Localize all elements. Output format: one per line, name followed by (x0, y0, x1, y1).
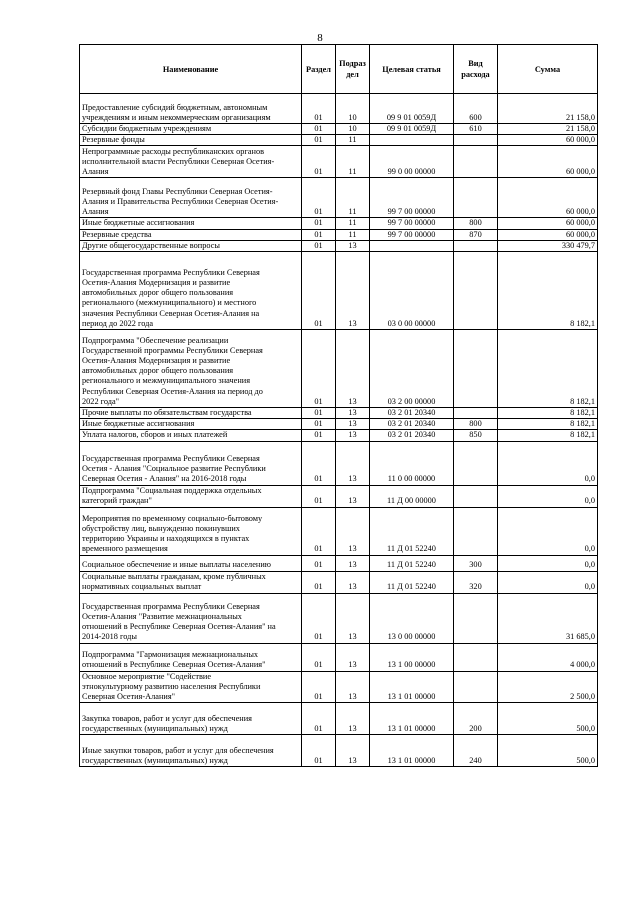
row-subsection-cell: 13 (336, 441, 370, 485)
row-section-cell: 01 (302, 441, 336, 485)
row-kind-cell (454, 252, 498, 330)
row-kind-cell: 800 (454, 218, 498, 229)
row-sum-cell: 500,0 (498, 703, 598, 735)
row-target-cell: 09 9 01 0059Д (370, 94, 454, 124)
table-row (80, 571, 598, 593)
table-row (80, 430, 598, 441)
table-row (80, 643, 598, 671)
row-section-cell: 01 (302, 218, 336, 229)
table-row (80, 593, 598, 643)
row-kind-cell (454, 671, 498, 703)
row-name-cell: Прочие выплаты по обязательствам государства (80, 408, 302, 419)
row-target-cell: 03 2 01 20340 (370, 430, 454, 441)
row-sum-cell: 60 000,0 (498, 218, 598, 229)
row-name-cell: Государственная программа Республики Северная Осетия-Алания "Развитие межнациональных отношений в Республике Северная Осетия-Алания" на 2014-2018 годы (80, 593, 302, 643)
table-row (80, 218, 598, 229)
row-target-cell: 99 7 00 00000 (370, 178, 454, 218)
table-row (80, 555, 598, 571)
row-subsection-cell: 13 (336, 485, 370, 507)
row-section-cell: 01 (302, 124, 336, 135)
row-subsection-cell: 11 (336, 229, 370, 240)
row-sum-cell: 330 479,7 (498, 240, 598, 251)
row-name-cell: Резервные средства (80, 229, 302, 240)
table-row (80, 178, 598, 218)
row-target-cell: 11 Д 00 00000 (370, 485, 454, 507)
row-name-cell: Социальное обеспечение и иные выплаты населению (80, 555, 302, 571)
row-subsection-cell: 11 (336, 146, 370, 178)
row-target-cell: 03 2 01 20340 (370, 419, 454, 430)
row-subsection-cell: 13 (336, 507, 370, 555)
row-kind-cell: 870 (454, 229, 498, 240)
row-subsection-cell: 13 (336, 643, 370, 671)
page-number: 8 (317, 32, 323, 44)
row-sum-cell: 8 182,1 (498, 419, 598, 430)
row-name-cell: Мероприятия по временному социально-бытовому обустройству лиц, вынужденно покинувших территорию Украины и находящихся в пунктах временного размещения (80, 507, 302, 555)
row-subsection-cell: 11 (336, 178, 370, 218)
row-sum-cell: 0,0 (498, 507, 598, 555)
row-sum-cell: 8 182,1 (498, 330, 598, 408)
row-target-cell (370, 135, 454, 146)
header-section: Раздел (302, 45, 336, 94)
row-kind-cell: 800 (454, 419, 498, 430)
row-sum-cell: 8 182,1 (498, 408, 598, 419)
row-name-cell: Подпрограмма "Гармонизация межнациональных отношений в Республике Северная Осетия-Алания" (80, 643, 302, 671)
row-target-cell: 11 Д 01 52240 (370, 555, 454, 571)
row-subsection-cell: 10 (336, 124, 370, 135)
row-kind-cell (454, 146, 498, 178)
row-kind-cell: 600 (454, 94, 498, 124)
row-sum-cell: 0,0 (498, 571, 598, 593)
row-name-cell: Непрограммные расходы республиканских органов исполнительной власти Республики Северная Осетия- Алания (80, 146, 302, 178)
row-name-cell: Закупка товаров, работ и услуг для обеспечения государственных (муниципальных) нужд (80, 703, 302, 735)
table-row (80, 94, 598, 124)
row-kind-cell (454, 643, 498, 671)
table-row (80, 671, 598, 703)
row-sum-cell: 8 182,1 (498, 252, 598, 330)
row-subsection-cell: 11 (336, 135, 370, 146)
row-sum-cell: 8 182,1 (498, 430, 598, 441)
row-kind-cell (454, 593, 498, 643)
row-name-cell: Другие общегосударственные вопросы (80, 240, 302, 251)
row-subsection-cell: 13 (336, 735, 370, 767)
row-name-cell: Резервные фонды (80, 135, 302, 146)
row-section-cell: 01 (302, 555, 336, 571)
table-row (80, 252, 598, 330)
row-name-cell: Предоставление субсидий бюджетным, автономным учреждениям и иным некоммерческим организациям (80, 94, 302, 124)
row-sum-cell: 0,0 (498, 441, 598, 485)
row-kind-cell (454, 408, 498, 419)
row-section-cell: 01 (302, 643, 336, 671)
row-section-cell: 01 (302, 430, 336, 441)
row-sum-cell: 4 000,0 (498, 643, 598, 671)
row-kind-cell (454, 507, 498, 555)
row-name-cell: Основное мероприятие "Содействие этнокультурному развитию населения Республики Северная Осетия-Алания" (80, 671, 302, 703)
row-name-cell: Государственная программа Республики Северная Осетия - Алания "Социальное развитие Республики Северная Осетия - Алания" на 2016-2018 годы (80, 441, 302, 485)
row-sum-cell: 21 158,0 (498, 94, 598, 124)
row-section-cell: 01 (302, 485, 336, 507)
row-subsection-cell: 13 (336, 593, 370, 643)
row-sum-cell: 21 158,0 (498, 124, 598, 135)
row-target-cell: 11 0 00 00000 (370, 441, 454, 485)
table-row (80, 441, 598, 485)
row-target-cell: 11 Д 01 52240 (370, 507, 454, 555)
row-name-cell: Резервный фонд Главы Республики Северная Осетия- Алания и Правительства Республики Северная Осетия- Алания (80, 178, 302, 218)
row-section-cell: 01 (302, 593, 336, 643)
row-section-cell: 01 (302, 507, 336, 555)
row-target-cell: 03 2 01 20340 (370, 408, 454, 419)
row-section-cell: 01 (302, 229, 336, 240)
table-row (80, 507, 598, 555)
table-row (80, 146, 598, 178)
row-name-cell: Подпрограмма "Социальная поддержка отдельных категорий граждан" (80, 485, 302, 507)
row-section-cell: 01 (302, 419, 336, 430)
row-subsection-cell: 13 (336, 330, 370, 408)
row-subsection-cell: 13 (336, 252, 370, 330)
table-row (80, 703, 598, 735)
row-kind-cell (454, 330, 498, 408)
row-name-cell: Подпрограмма "Обеспечение реализации Государственной программы Республики Северная Осетия-Алания Модернизация и развитие автомобильных дорог общего пользования регионального и межмуниципального значения Республики Северная Осетия-Алания на период до 2022 года" (80, 330, 302, 408)
row-subsection-cell: 13 (336, 240, 370, 251)
row-sum-cell: 60 000,0 (498, 178, 598, 218)
row-target-cell: 03 0 00 00000 (370, 252, 454, 330)
row-name-cell: Субсидии бюджетным учреждениям (80, 124, 302, 135)
row-section-cell: 01 (302, 135, 336, 146)
table-row (80, 240, 598, 251)
row-name-cell: Иные закупки товаров, работ и услуг для обеспечения государственных (муниципальных) нужд (80, 735, 302, 767)
table-row (80, 735, 598, 767)
row-name-cell: Государственная программа Республики Северная Осетия-Алания Модернизация и развитие автомобильных дорог общего пользования регионального (межмуниципального) и местного значения Республики Северная Осетия-Алания на период до 2022 года (80, 252, 302, 330)
row-subsection-cell: 13 (336, 430, 370, 441)
row-section-cell: 01 (302, 703, 336, 735)
row-target-cell: 09 9 01 0059Д (370, 124, 454, 135)
row-kind-cell: 240 (454, 735, 498, 767)
row-kind-cell: 850 (454, 430, 498, 441)
table-row (80, 330, 598, 408)
header-sum: Сумма (498, 45, 598, 94)
row-target-cell: 13 1 01 00000 (370, 735, 454, 767)
budget-table (79, 44, 598, 767)
table-header-row (80, 45, 598, 94)
row-target-cell: 13 0 00 00000 (370, 593, 454, 643)
row-section-cell: 01 (302, 671, 336, 703)
row-target-cell: 99 7 00 00000 (370, 218, 454, 229)
row-subsection-cell: 11 (336, 218, 370, 229)
row-sum-cell: 500,0 (498, 735, 598, 767)
table-row (80, 135, 598, 146)
row-target-cell: 99 0 00 00000 (370, 146, 454, 178)
row-target-cell: 13 1 00 00000 (370, 643, 454, 671)
row-target-cell: 03 2 00 00000 (370, 330, 454, 408)
row-section-cell: 01 (302, 178, 336, 218)
table-row (80, 419, 598, 430)
table-row (80, 229, 598, 240)
row-kind-cell (454, 135, 498, 146)
row-name-cell: Иные бюджетные ассигнования (80, 218, 302, 229)
row-target-cell (370, 240, 454, 251)
row-name-cell: Уплата налогов, сборов и иных платежей (80, 430, 302, 441)
row-kind-cell (454, 240, 498, 251)
row-kind-cell (454, 441, 498, 485)
row-subsection-cell: 13 (336, 571, 370, 593)
row-subsection-cell: 13 (336, 408, 370, 419)
row-section-cell: 01 (302, 146, 336, 178)
row-subsection-cell: 13 (336, 671, 370, 703)
row-section-cell: 01 (302, 735, 336, 767)
table-row (80, 485, 598, 507)
row-kind-cell: 200 (454, 703, 498, 735)
header-kind: Вид расхода (454, 45, 498, 94)
row-section-cell: 01 (302, 408, 336, 419)
header-target: Целевая статья (370, 45, 454, 94)
row-name-cell: Иные бюджетные ассигнования (80, 419, 302, 430)
row-subsection-cell: 13 (336, 419, 370, 430)
row-sum-cell: 0,0 (498, 555, 598, 571)
row-section-cell: 01 (302, 252, 336, 330)
table-row (80, 408, 598, 419)
row-kind-cell: 320 (454, 571, 498, 593)
row-section-cell: 01 (302, 571, 336, 593)
row-sum-cell: 31 685,0 (498, 593, 598, 643)
table-body (80, 94, 598, 767)
row-target-cell: 13 1 01 00000 (370, 703, 454, 735)
header-subsection: Подраз дел (336, 45, 370, 94)
row-sum-cell: 60 000,0 (498, 146, 598, 178)
row-section-cell: 01 (302, 94, 336, 124)
row-subsection-cell: 10 (336, 94, 370, 124)
row-sum-cell: 60 000,0 (498, 135, 598, 146)
row-kind-cell (454, 178, 498, 218)
row-subsection-cell: 13 (336, 555, 370, 571)
row-sum-cell: 2 500,0 (498, 671, 598, 703)
row-section-cell: 01 (302, 240, 336, 251)
header-name: Наименование (80, 45, 302, 94)
row-sum-cell: 0,0 (498, 485, 598, 507)
row-kind-cell: 610 (454, 124, 498, 135)
table-row (80, 124, 598, 135)
row-target-cell: 11 Д 01 52240 (370, 571, 454, 593)
row-section-cell: 01 (302, 330, 336, 408)
row-kind-cell: 300 (454, 555, 498, 571)
row-sum-cell: 60 000,0 (498, 229, 598, 240)
row-target-cell: 13 1 01 00000 (370, 671, 454, 703)
row-subsection-cell: 13 (336, 703, 370, 735)
row-kind-cell (454, 485, 498, 507)
row-target-cell: 99 7 00 00000 (370, 229, 454, 240)
row-name-cell: Социальные выплаты гражданам, кроме публичных нормативных социальных выплат (80, 571, 302, 593)
